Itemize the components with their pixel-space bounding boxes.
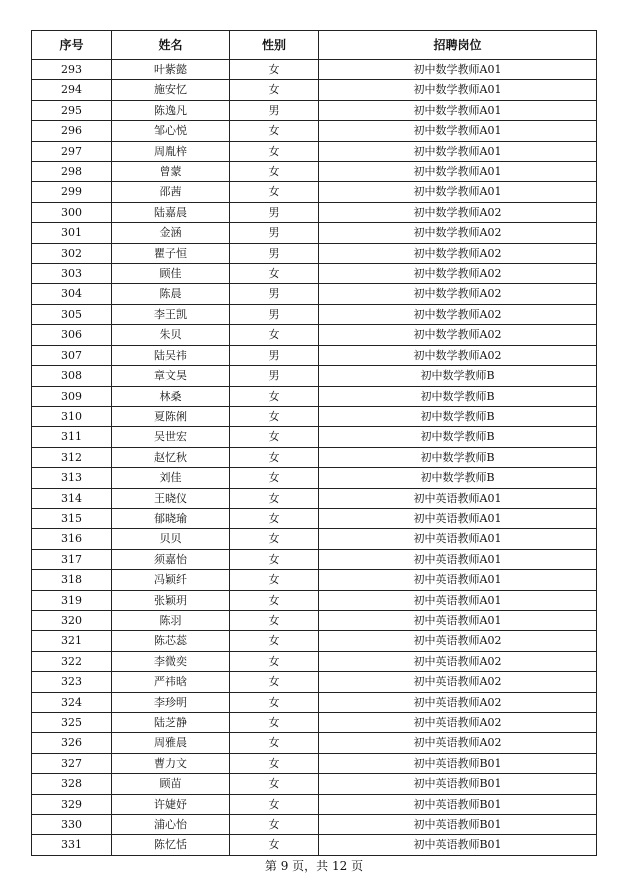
- cell-gender: 女: [230, 162, 319, 182]
- cell-position: 初中英语教师A01: [319, 590, 597, 610]
- cell-gender: 男: [230, 100, 319, 120]
- cell-position: 初中数学教师A02: [319, 202, 597, 222]
- cell-seq: 326: [32, 733, 112, 753]
- cell-name: 邹心悦: [112, 121, 230, 141]
- cell-position: 初中数学教师A02: [319, 223, 597, 243]
- cell-gender: 女: [230, 774, 319, 794]
- table-row: [32, 468, 597, 488]
- cell-name: 陆吴祎: [112, 345, 230, 365]
- cell-gender: 女: [230, 264, 319, 284]
- table-row: [32, 753, 597, 773]
- table-row: [32, 162, 597, 182]
- table-row: [32, 264, 597, 284]
- cell-seq: 319: [32, 590, 112, 610]
- cell-seq: 311: [32, 427, 112, 447]
- cell-name: 曾蒙: [112, 162, 230, 182]
- cell-position: 初中数学教师A01: [319, 80, 597, 100]
- cell-gender: 男: [230, 284, 319, 304]
- cell-seq: 327: [32, 753, 112, 773]
- table-row: [32, 672, 597, 692]
- cell-name: 贝贝: [112, 529, 230, 549]
- cell-position: 初中数学教师B: [319, 468, 597, 488]
- cell-position: 初中数学教师A02: [319, 304, 597, 324]
- cell-name: 李微奕: [112, 651, 230, 671]
- cell-seq: 315: [32, 508, 112, 528]
- cell-gender: 女: [230, 672, 319, 692]
- cell-position: 初中英语教师B01: [319, 794, 597, 814]
- header-position: 招聘岗位: [319, 31, 597, 60]
- cell-position: 初中英语教师A02: [319, 692, 597, 712]
- cell-gender: 男: [230, 366, 319, 386]
- cell-seq: 313: [32, 468, 112, 488]
- cell-seq: 302: [32, 243, 112, 263]
- cell-gender: 女: [230, 733, 319, 753]
- cell-gender: 女: [230, 753, 319, 773]
- table-row: [32, 202, 597, 222]
- cell-position: 初中数学教师A01: [319, 121, 597, 141]
- cell-position: 初中英语教师A02: [319, 733, 597, 753]
- cell-gender: 男: [230, 304, 319, 324]
- cell-gender: 女: [230, 80, 319, 100]
- cell-position: 初中英语教师A02: [319, 631, 597, 651]
- table-row: [32, 304, 597, 324]
- table-row: [32, 631, 597, 651]
- cell-position: 初中英语教师A01: [319, 549, 597, 569]
- cell-name: 叶紫懿: [112, 60, 230, 80]
- cell-gender: 女: [230, 386, 319, 406]
- cell-gender: 女: [230, 60, 319, 80]
- cell-gender: 女: [230, 713, 319, 733]
- cell-position: 初中数学教师A01: [319, 100, 597, 120]
- table-row: [32, 427, 597, 447]
- cell-name: 吴世宏: [112, 427, 230, 447]
- cell-name: 施安忆: [112, 80, 230, 100]
- cell-name: 瞿子恒: [112, 243, 230, 263]
- table-row: [32, 835, 597, 855]
- cell-position: 初中数学教师B: [319, 386, 597, 406]
- cell-position: 初中英语教师A02: [319, 651, 597, 671]
- table-row: [32, 406, 597, 426]
- cell-seq: 310: [32, 406, 112, 426]
- cell-name: 刘佳: [112, 468, 230, 488]
- cell-seq: 299: [32, 182, 112, 202]
- cell-gender: 女: [230, 610, 319, 630]
- cell-seq: 305: [32, 304, 112, 324]
- cell-seq: 317: [32, 549, 112, 569]
- cell-gender: 女: [230, 549, 319, 569]
- cell-name: 张颖玥: [112, 590, 230, 610]
- cell-gender: 女: [230, 325, 319, 345]
- table-row: [32, 549, 597, 569]
- cell-seq: 322: [32, 651, 112, 671]
- cell-seq: 307: [32, 345, 112, 365]
- cell-name: 朱贝: [112, 325, 230, 345]
- table-row: [32, 774, 597, 794]
- cell-position: 初中数学教师A02: [319, 345, 597, 365]
- cell-name: 曹力文: [112, 753, 230, 773]
- cell-seq: 297: [32, 141, 112, 161]
- table-row: [32, 345, 597, 365]
- table-row: [32, 447, 597, 467]
- cell-gender: 女: [230, 182, 319, 202]
- cell-seq: 323: [32, 672, 112, 692]
- table-row: [32, 243, 597, 263]
- cell-name: 夏陈俐: [112, 406, 230, 426]
- table-row: [32, 223, 597, 243]
- table-row: [32, 488, 597, 508]
- cell-seq: 298: [32, 162, 112, 182]
- table-row: [32, 508, 597, 528]
- cell-gender: 女: [230, 508, 319, 528]
- cell-gender: 女: [230, 488, 319, 508]
- cell-seq: 316: [32, 529, 112, 549]
- cell-gender: 女: [230, 570, 319, 590]
- cell-seq: 296: [32, 121, 112, 141]
- cell-position: 初中数学教师A02: [319, 243, 597, 263]
- table-row: [32, 182, 597, 202]
- cell-seq: 312: [32, 447, 112, 467]
- cell-name: 陈芯蕊: [112, 631, 230, 651]
- cell-name: 浦心怡: [112, 815, 230, 835]
- table-row: [32, 692, 597, 712]
- cell-name: 须嘉怡: [112, 549, 230, 569]
- cell-name: 章文昊: [112, 366, 230, 386]
- header-name: 姓名: [112, 31, 230, 60]
- cell-gender: 女: [230, 406, 319, 426]
- cell-position: 初中数学教师A01: [319, 162, 597, 182]
- table-header-row: [32, 31, 597, 60]
- cell-name: 赵忆秋: [112, 447, 230, 467]
- cell-gender: 女: [230, 141, 319, 161]
- cell-position: 初中英语教师B01: [319, 753, 597, 773]
- header-gender: 性别: [230, 31, 319, 60]
- cell-seq: 301: [32, 223, 112, 243]
- cell-name: 陈逸凡: [112, 100, 230, 120]
- cell-position: 初中数学教师A02: [319, 325, 597, 345]
- cell-position: 初中英语教师A02: [319, 713, 597, 733]
- cell-seq: 300: [32, 202, 112, 222]
- cell-gender: 女: [230, 121, 319, 141]
- cell-gender: 女: [230, 447, 319, 467]
- cell-position: 初中英语教师A01: [319, 508, 597, 528]
- cell-gender: 男: [230, 223, 319, 243]
- page-footer: 第 9 页，共 12 页: [264, 859, 364, 873]
- cell-position: 初中英语教师A01: [319, 610, 597, 630]
- cell-gender: 男: [230, 202, 319, 222]
- cell-name: 王晓仪: [112, 488, 230, 508]
- cell-name: 陈忆恬: [112, 835, 230, 855]
- table-body: [32, 60, 597, 856]
- cell-gender: 女: [230, 651, 319, 671]
- cell-gender: 女: [230, 468, 319, 488]
- cell-name: 林桑: [112, 386, 230, 406]
- cell-name: 金涵: [112, 223, 230, 243]
- table-row: [32, 325, 597, 345]
- cell-gender: 女: [230, 692, 319, 712]
- cell-name: 许婕妤: [112, 794, 230, 814]
- table-row: [32, 733, 597, 753]
- table-row: [32, 386, 597, 406]
- cell-seq: 328: [32, 774, 112, 794]
- header-seq: 序号: [32, 31, 112, 60]
- table-row: [32, 570, 597, 590]
- candidate-table: [31, 30, 597, 856]
- cell-name: 顾苗: [112, 774, 230, 794]
- cell-name: 郁晓瑜: [112, 508, 230, 528]
- cell-seq: 306: [32, 325, 112, 345]
- cell-seq: 293: [32, 60, 112, 80]
- cell-seq: 321: [32, 631, 112, 651]
- cell-gender: 女: [230, 529, 319, 549]
- cell-name: 周雅晨: [112, 733, 230, 753]
- table-row: [32, 610, 597, 630]
- cell-position: 初中数学教师B: [319, 427, 597, 447]
- cell-gender: 女: [230, 631, 319, 651]
- cell-seq: 314: [32, 488, 112, 508]
- cell-name: 冯颖纤: [112, 570, 230, 590]
- cell-position: 初中英语教师B01: [319, 774, 597, 794]
- cell-seq: 329: [32, 794, 112, 814]
- table-row: [32, 284, 597, 304]
- table-row: [32, 651, 597, 671]
- cell-name: 陆嘉晨: [112, 202, 230, 222]
- table-row: [32, 590, 597, 610]
- cell-gender: 女: [230, 794, 319, 814]
- cell-position: 初中数学教师A02: [319, 264, 597, 284]
- cell-position: 初中英语教师B01: [319, 835, 597, 855]
- cell-seq: 330: [32, 815, 112, 835]
- table-row: [32, 80, 597, 100]
- cell-position: 初中数学教师A01: [319, 60, 597, 80]
- table-row: [32, 141, 597, 161]
- table-row: [32, 713, 597, 733]
- cell-position: 初中数学教师A02: [319, 284, 597, 304]
- cell-seq: 320: [32, 610, 112, 630]
- cell-seq: 295: [32, 100, 112, 120]
- cell-seq: 304: [32, 284, 112, 304]
- cell-gender: 女: [230, 427, 319, 447]
- table-row: [32, 121, 597, 141]
- cell-name: 顾佳: [112, 264, 230, 284]
- cell-position: 初中数学教师B: [319, 366, 597, 386]
- cell-position: 初中数学教师A01: [319, 141, 597, 161]
- cell-name: 李珍明: [112, 692, 230, 712]
- cell-position: 初中数学教师A01: [319, 182, 597, 202]
- cell-name: 陈晨: [112, 284, 230, 304]
- cell-name: 邵茜: [112, 182, 230, 202]
- cell-position: 初中英语教师B01: [319, 815, 597, 835]
- cell-gender: 女: [230, 835, 319, 855]
- cell-position: 初中数学教师B: [319, 447, 597, 467]
- cell-seq: 294: [32, 80, 112, 100]
- cell-name: 周胤梓: [112, 141, 230, 161]
- cell-seq: 309: [32, 386, 112, 406]
- cell-name: 陈羽: [112, 610, 230, 630]
- cell-position: 初中英语教师A01: [319, 570, 597, 590]
- cell-gender: 男: [230, 243, 319, 263]
- table-row: [32, 794, 597, 814]
- cell-position: 初中数学教师B: [319, 406, 597, 426]
- cell-position: 初中英语教师A02: [319, 672, 597, 692]
- cell-seq: 324: [32, 692, 112, 712]
- cell-position: 初中英语教师A01: [319, 488, 597, 508]
- cell-gender: 男: [230, 345, 319, 365]
- cell-seq: 331: [32, 835, 112, 855]
- cell-seq: 308: [32, 366, 112, 386]
- table-row: [32, 60, 597, 80]
- table-row: [32, 366, 597, 386]
- cell-name: 严祎晗: [112, 672, 230, 692]
- cell-seq: 303: [32, 264, 112, 284]
- table-row: [32, 529, 597, 549]
- cell-seq: 325: [32, 713, 112, 733]
- table-row: [32, 100, 597, 120]
- cell-gender: 女: [230, 815, 319, 835]
- cell-name: 陆芝静: [112, 713, 230, 733]
- table-row: [32, 815, 597, 835]
- cell-seq: 318: [32, 570, 112, 590]
- cell-name: 李王凯: [112, 304, 230, 324]
- cell-position: 初中英语教师A01: [319, 529, 597, 549]
- cell-gender: 女: [230, 590, 319, 610]
